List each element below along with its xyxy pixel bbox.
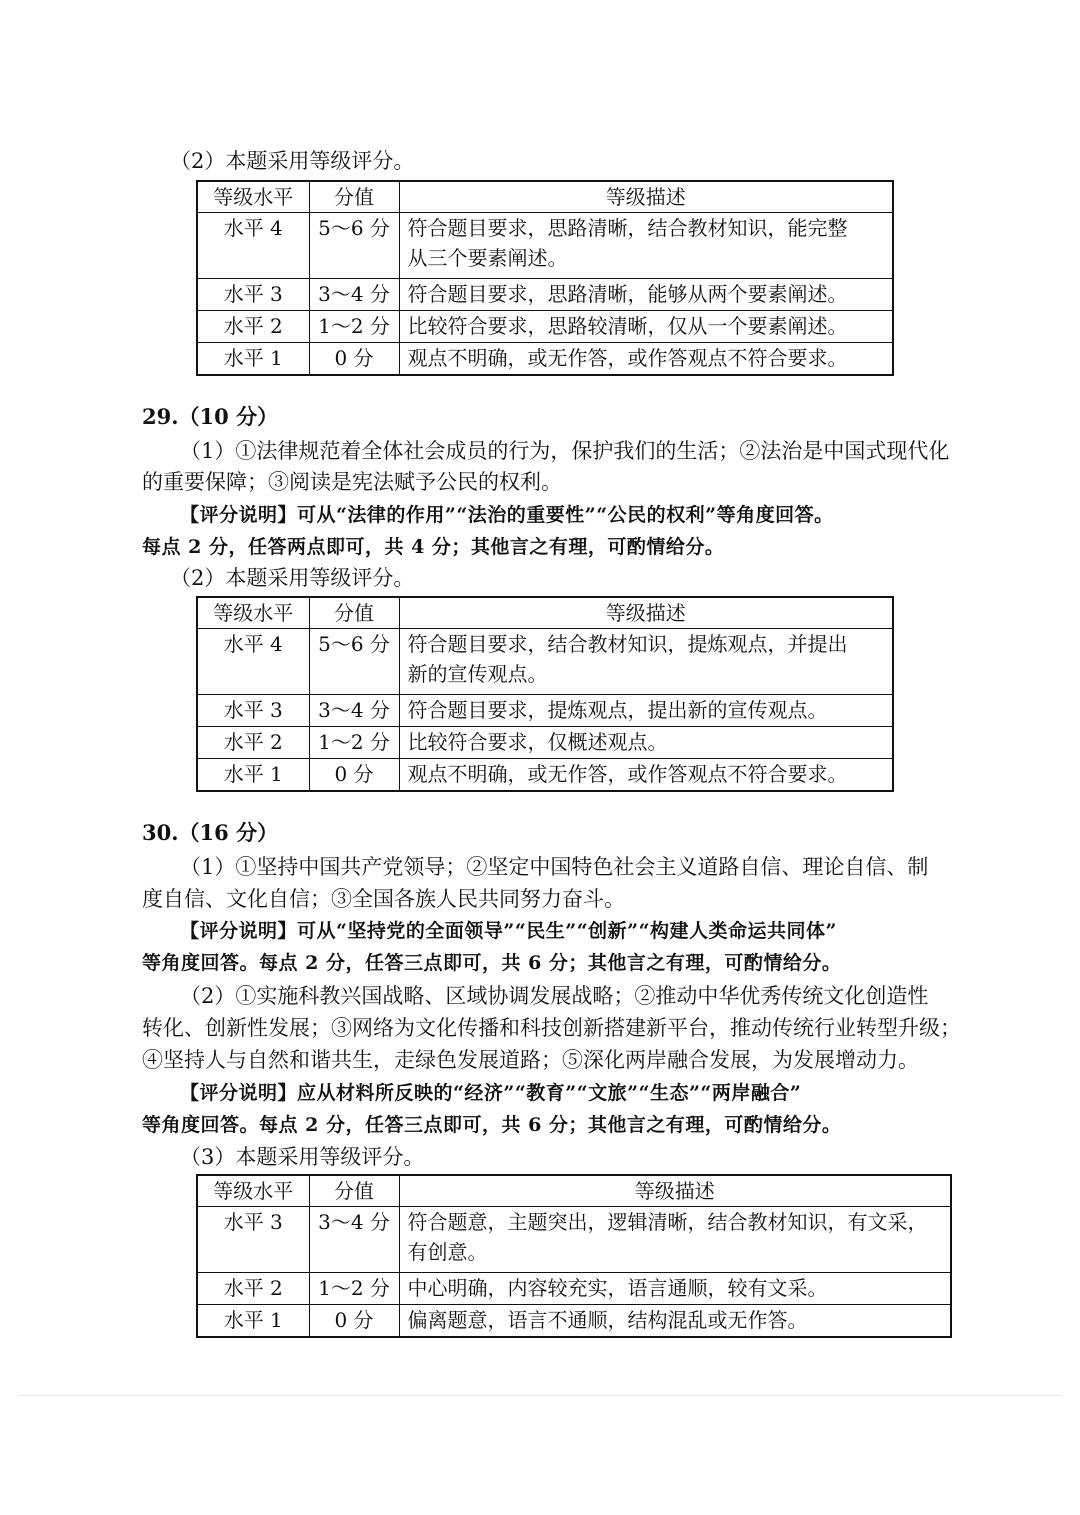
table-row	[197, 1305, 951, 1337]
header-level: 等级水平	[197, 1175, 309, 1207]
desc-line: 新的宣传观点。	[407, 662, 548, 686]
table-row	[197, 343, 893, 375]
q30-part3-intro: （3）本题采用等级评分。	[180, 1145, 425, 1169]
q30-part2-line2: 转化、创新性发展；③网络为文化传播和科技创新搭建新平台，推动传统行业转型升级；	[142, 1016, 961, 1040]
q29-part2-intro: （2）本题采用等级评分。	[170, 566, 415, 590]
s28-part2-intro: （2）本题采用等级评分。	[170, 149, 415, 173]
level-cell: 水平 3	[197, 1207, 309, 1273]
table-header-row	[197, 181, 893, 213]
score-cell: 0 分	[309, 1305, 399, 1337]
s28-grade-table	[196, 180, 894, 376]
table-row	[197, 279, 893, 311]
desc-cell: 比较符合要求，思路较清晰，仅从一个要素阐述。	[399, 311, 893, 343]
q30-grade-table	[196, 1174, 952, 1338]
score-cell: 1～2 分	[309, 727, 399, 759]
score-cell: 5～6 分	[309, 629, 399, 695]
header-score: 分值	[309, 181, 399, 213]
desc-cell: 中心明确，内容较充实，语言通顺，较有文采。	[399, 1273, 951, 1305]
desc-line: 从三个要素阐述。	[407, 246, 568, 270]
header-score: 分值	[309, 597, 399, 629]
level-cell: 水平 4	[197, 629, 309, 695]
desc-line: 符合题意，主题突出，逻辑清晰，结合教材知识，有文采，	[407, 1210, 928, 1234]
desc-cell: 符合题目要求，思路清晰，能够从两个要素阐述。	[399, 279, 893, 311]
score-cell: 1～2 分	[309, 311, 399, 343]
header-desc: 等级描述	[399, 181, 893, 213]
desc-cell	[399, 1207, 951, 1273]
desc-cell	[399, 213, 893, 279]
table-header-row	[197, 597, 893, 629]
q29-scoring-note-line1: 【评分说明】可从“法律的作用”“法治的重要性”“公民的权利”等角度回答。	[180, 504, 834, 526]
desc-cell: 符合题目要求，提炼观点，提出新的宣传观点。	[399, 695, 893, 727]
desc-cell	[399, 629, 893, 695]
level-cell: 水平 1	[197, 343, 309, 375]
q30-scoring-note1-line2: 等角度回答。每点 2 分，任答三点即可，共 6 分；其他言之有理，可酌情给分。	[142, 952, 842, 974]
q30-part1-line1: （1）①坚持中国共产党领导；②坚定中国特色社会主义道路自信、理论自信、制	[180, 855, 929, 879]
q30-part2-line1: （2）①实施科教兴国战略、区域协调发展战略；②推动中华优秀传统文化创造性	[180, 984, 929, 1008]
header-score: 分值	[309, 1175, 399, 1207]
q30-part2-line3: ④坚持人与自然和谐共生，走绿色发展道路；⑤深化两岸融合发展，为发展增动力。	[142, 1048, 919, 1072]
q29-part1-line1: （1）①法律规范着全体社会成员的行为，保护我们的生活；②法治是中国式现代化	[180, 439, 950, 463]
table-row	[197, 1207, 951, 1273]
desc-cell: 观点不明确，或无作答，或作答观点不符合要求。	[399, 759, 893, 791]
table-row	[197, 727, 893, 759]
level-cell: 水平 3	[197, 279, 309, 311]
table-row	[197, 759, 893, 791]
header-level: 等级水平	[197, 597, 309, 629]
page-bottom-divider	[18, 1395, 1062, 1396]
table-row	[197, 695, 893, 727]
table-row	[197, 1273, 951, 1305]
score-cell: 3～4 分	[309, 1207, 399, 1273]
level-cell: 水平 1	[197, 1305, 309, 1337]
desc-line: 有创意。	[407, 1240, 488, 1264]
level-cell: 水平 4	[197, 213, 309, 279]
level-cell: 水平 1	[197, 759, 309, 791]
table-row	[197, 311, 893, 343]
header-desc: 等级描述	[399, 1175, 951, 1207]
score-cell: 3～4 分	[309, 695, 399, 727]
score-cell: 0 分	[309, 759, 399, 791]
desc-line: 符合题目要求，思路清晰，结合教材知识，能完整	[407, 216, 848, 240]
desc-cell: 比较符合要求，仅概述观点。	[399, 727, 893, 759]
q29-grade-table	[196, 596, 894, 792]
q30-part1-line2: 度自信、文化自信；③全国各族人民共同努力奋斗。	[142, 887, 625, 911]
q29-scoring-note-line2: 每点 2 分，任答两点即可，共 4 分；其他言之有理，可酌情给分。	[142, 536, 725, 558]
level-cell: 水平 2	[197, 727, 309, 759]
level-cell: 水平 3	[197, 695, 309, 727]
score-cell: 0 分	[309, 343, 399, 375]
level-cell: 水平 2	[197, 1273, 309, 1305]
desc-cell: 观点不明确，或无作答，或作答观点不符合要求。	[399, 343, 893, 375]
table-header-row	[197, 1175, 951, 1207]
desc-line: 符合题目要求，结合教材知识，提炼观点，并提出	[407, 632, 848, 656]
header-desc: 等级描述	[399, 597, 893, 629]
q30-scoring-note2-line2: 等角度回答。每点 2 分，任答三点即可，共 6 分；其他言之有理，可酌情给分。	[142, 1114, 842, 1136]
q30-scoring-note2-line1: 【评分说明】应从材料所反映的“经济”“教育”“文旅”“生态”“两岸融合”	[180, 1082, 802, 1104]
q29-part1-line2: 的重要保障；③阅读是宪法赋予公民的权利。	[142, 470, 562, 494]
level-cell: 水平 2	[197, 311, 309, 343]
header-level: 等级水平	[197, 181, 309, 213]
table-row	[197, 629, 893, 695]
q29-title: 29.（10 分）	[142, 404, 279, 429]
score-cell: 5～6 分	[309, 213, 399, 279]
q30-scoring-note1-line1: 【评分说明】可从“坚持党的全面领导”“民生”“创新”“构建人类命运共同体”	[180, 920, 837, 942]
desc-cell: 偏离题意，语言不通顺，结构混乱或无作答。	[399, 1305, 951, 1337]
score-cell: 1～2 分	[309, 1273, 399, 1305]
score-cell: 3～4 分	[309, 279, 399, 311]
q30-title: 30.（16 分）	[142, 820, 279, 845]
table-row	[197, 213, 893, 279]
